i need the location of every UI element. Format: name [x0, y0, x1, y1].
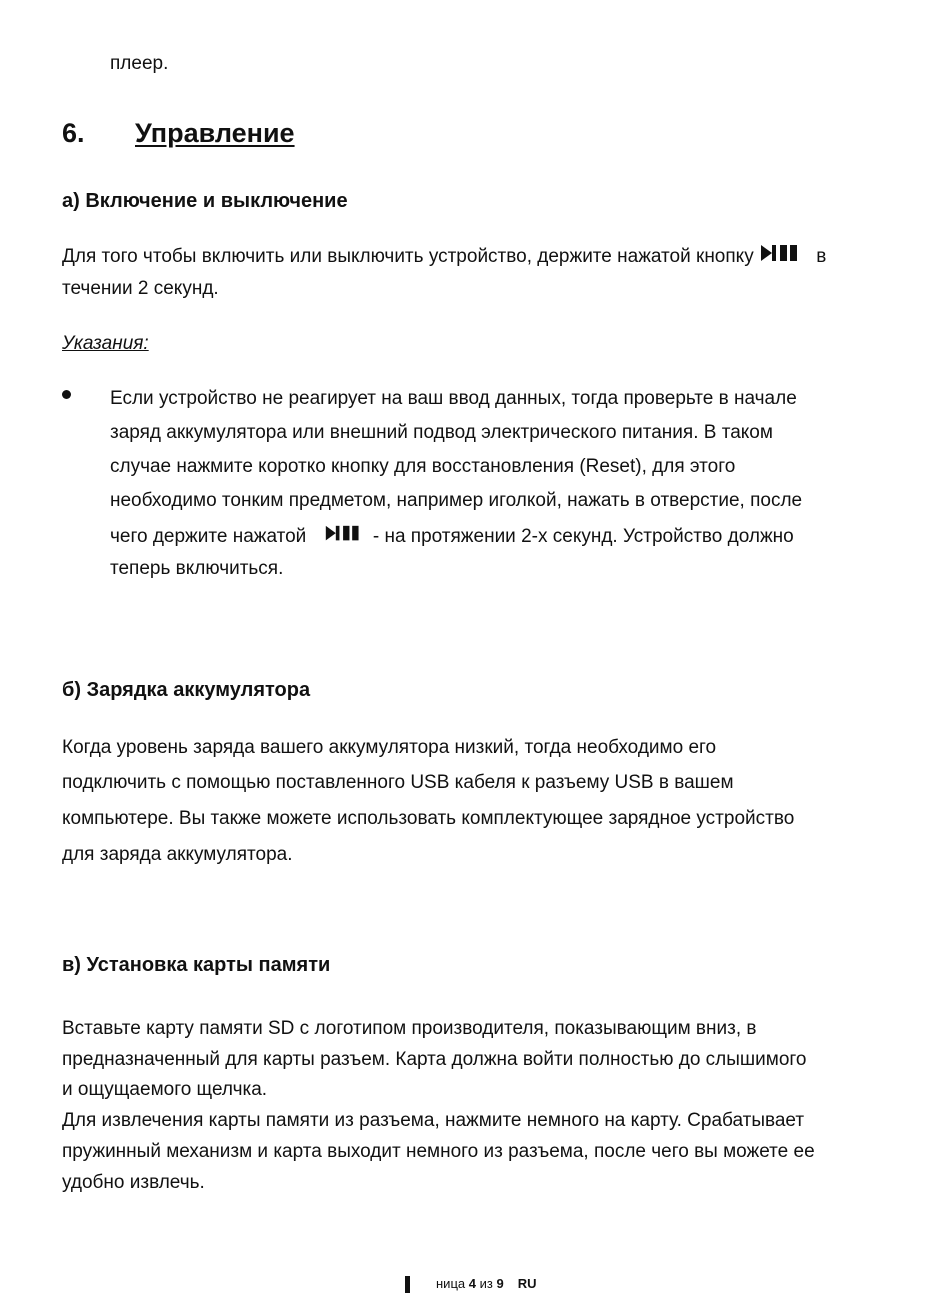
memory-card-line: удобно извлечь. [62, 1172, 205, 1193]
notes-label: Указания: [62, 333, 149, 354]
bullet-line-5 [110, 523, 794, 552]
memory-card-line: Для извлечения карты памяти из разъема, нажмите немного на карту. Срабатывает [62, 1110, 805, 1131]
footer-prefix: ница [436, 1276, 466, 1291]
page-footer [405, 1276, 536, 1293]
power-line-1-text: Для того чтобы включить или выключить устройство, держите нажатой кнопку [62, 246, 754, 267]
bullet-line-6: теперь включиться. [110, 558, 284, 579]
section-title: Управление [135, 118, 295, 148]
bullet-line: необходимо тонким предметом, например иголкой, нажать в отверстие, после [110, 490, 803, 511]
footer-page-number: 4 [468, 1276, 476, 1291]
memory-card-heading: в) Установка карты памяти [62, 954, 331, 976]
bullet-line: заряд аккумулятора или внешний подвод электрического питания. В таком [110, 422, 773, 443]
footer-of: из [479, 1276, 493, 1291]
charging-line: Когда уровень заряда вашего аккумулятора низкий, тогда необходимо его [62, 737, 717, 758]
footer-page-total: 9 [496, 1276, 504, 1291]
play-pause-icon [324, 523, 364, 552]
bullet-line-5-end: - на протяжении 2-х секунд. Устройство должно [372, 526, 794, 547]
power-line-2: течении 2 секунд. [62, 278, 219, 299]
charging-line: подключить с помощью поставленного USB кабеля к разъему USB в вашем [62, 772, 734, 793]
power-line-1-end: в [816, 246, 827, 267]
charging-heading: б) Зарядка аккумулятора [62, 679, 311, 701]
bullet-line: случае нажмите коротко кнопку для восстановления (Reset), для этого [110, 456, 736, 477]
memory-card-line: пружинный механизм и карта выходит немного из разъема, после чего вы можете ее [62, 1141, 815, 1162]
play-pause-icon [759, 243, 803, 272]
power-line-1 [62, 243, 826, 272]
memory-card-line: Вставьте карту памяти SD с логотипом производителя, показывающим вниз, в [62, 1018, 757, 1039]
charging-line: для заряда аккумулятора. [62, 844, 293, 865]
bullet-line-5-text: чего держите нажатой [110, 526, 307, 547]
bullet-marker [62, 390, 71, 399]
charging-line: компьютере. Вы также можете использовать комплектующее зарядное устройство [62, 808, 795, 829]
bullet-line: Если устройство не реагирует на ваш ввод данных, тогда проверьте в начале [110, 388, 797, 409]
section-number: 6. [62, 118, 85, 148]
memory-card-line: предназначенный для карты разъем. Карта должна войти полностью до слышимого [62, 1049, 807, 1070]
top-line: плеер. [110, 53, 169, 74]
power-heading: а) Включение и выключение [62, 190, 348, 212]
footer-language: RU [517, 1276, 537, 1291]
memory-card-line: и ощущаемого щелчка. [62, 1079, 268, 1100]
footer-bar [405, 1276, 410, 1293]
